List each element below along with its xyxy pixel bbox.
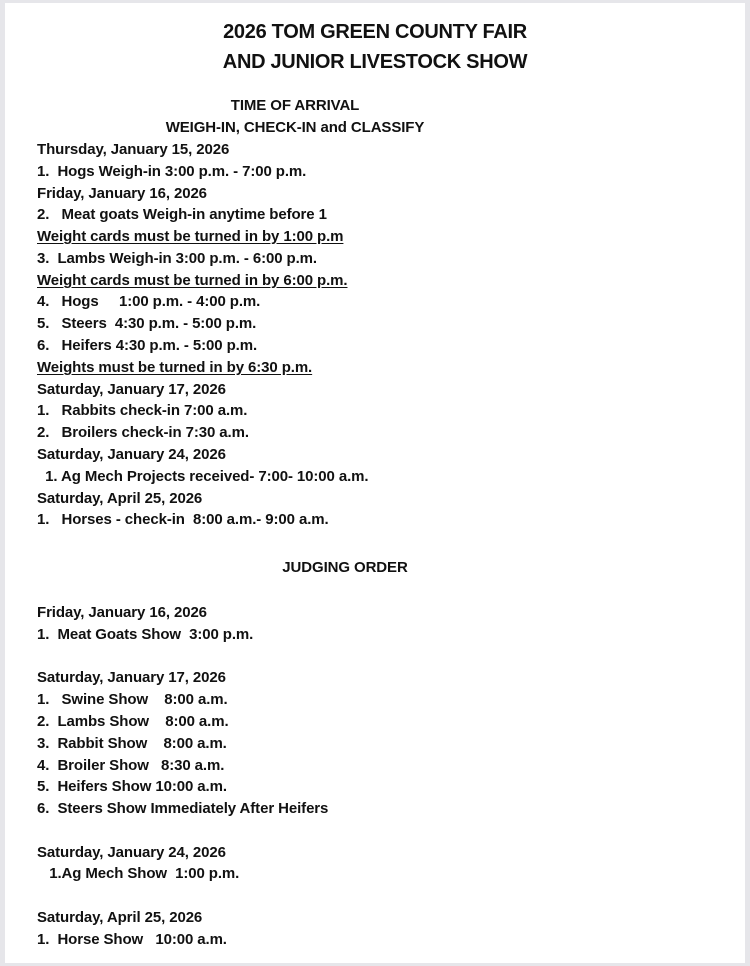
- date-heading: Saturday, April 25, 2026: [37, 490, 203, 507]
- arrival-item: 3. Lambs Weigh-in 3:00 p.m. - 6:00 p.m.: [37, 250, 317, 267]
- judging-item: 2. Lambs Show 8:00 a.m.: [37, 713, 229, 730]
- arrival-item: 1. Hogs Weigh-in 3:00 p.m. - 7:00 p.m.: [37, 163, 307, 180]
- deadline-note: Weight cards must be turned in by 1:00 p.m: [37, 228, 344, 245]
- arrival-item: 2. Broilers check-in 7:30 a.m.: [37, 424, 249, 441]
- arrival-heading: TIME OF ARRIVAL: [230, 97, 360, 114]
- arrival-item: 1. Horses - check-in 8:00 a.m.- 9:00 a.m.: [37, 511, 329, 528]
- judging-item: 1. Swine Show 8:00 a.m.: [37, 691, 228, 708]
- judging-item: 6. Steers Show Immediately After Heifers: [37, 800, 329, 817]
- arrival-item: 1. Rabbits check-in 7:00 a.m.: [37, 402, 248, 419]
- arrival-item: 5. Steers 4:30 p.m. - 5:00 p.m.: [37, 315, 257, 332]
- judging-item: 1. Meat Goats Show 3:00 p.m.: [37, 626, 254, 643]
- judging-item: 5. Heifers Show 10:00 a.m.: [37, 778, 227, 795]
- deadline-note: Weight cards must be turned in by 6:00 p.m.: [37, 272, 348, 289]
- arrival-subheading: WEIGH-IN, CHECK-IN and CLASSIFY: [165, 119, 425, 136]
- arrival-item: 4. Hogs 1:00 p.m. - 4:00 p.m.: [37, 293, 261, 310]
- date-heading: Saturday, April 25, 2026: [37, 909, 203, 926]
- arrival-item: 1. Ag Mech Projects received- 7:00- 10:00 a.m.: [37, 468, 369, 485]
- judging-item: 1.Ag Mech Show 1:00 p.m.: [37, 865, 240, 882]
- title-line-1: 2026 TOM GREEN COUNTY FAIR: [223, 21, 527, 43]
- deadline-note: Weights must be turned in by 6:30 p.m.: [37, 359, 313, 376]
- judging-heading: JUDGING ORDER: [282, 559, 408, 576]
- arrival-item: 2. Meat goats Weigh-in anytime before 1: [37, 206, 327, 223]
- date-heading: Saturday, January 17, 2026: [37, 669, 226, 686]
- document-page: [5, 3, 745, 963]
- date-heading: Saturday, January 17, 2026: [37, 381, 226, 398]
- date-heading: Thursday, January 15, 2026: [37, 141, 230, 158]
- date-heading: Friday, January 16, 2026: [37, 604, 207, 621]
- judging-item: 4. Broiler Show 8:30 a.m.: [37, 757, 225, 774]
- title-line-2: AND JUNIOR LIVESTOCK SHOW: [222, 51, 528, 73]
- arrival-item: 6. Heifers 4:30 p.m. - 5:00 p.m.: [37, 337, 258, 354]
- judging-item: 1. Horse Show 10:00 a.m.: [37, 931, 227, 948]
- date-heading: Saturday, January 24, 2026: [37, 844, 226, 861]
- judging-item: 3. Rabbit Show 8:00 a.m.: [37, 735, 227, 752]
- date-heading: Friday, January 16, 2026: [37, 185, 207, 202]
- date-heading: Saturday, January 24, 2026: [37, 446, 226, 463]
